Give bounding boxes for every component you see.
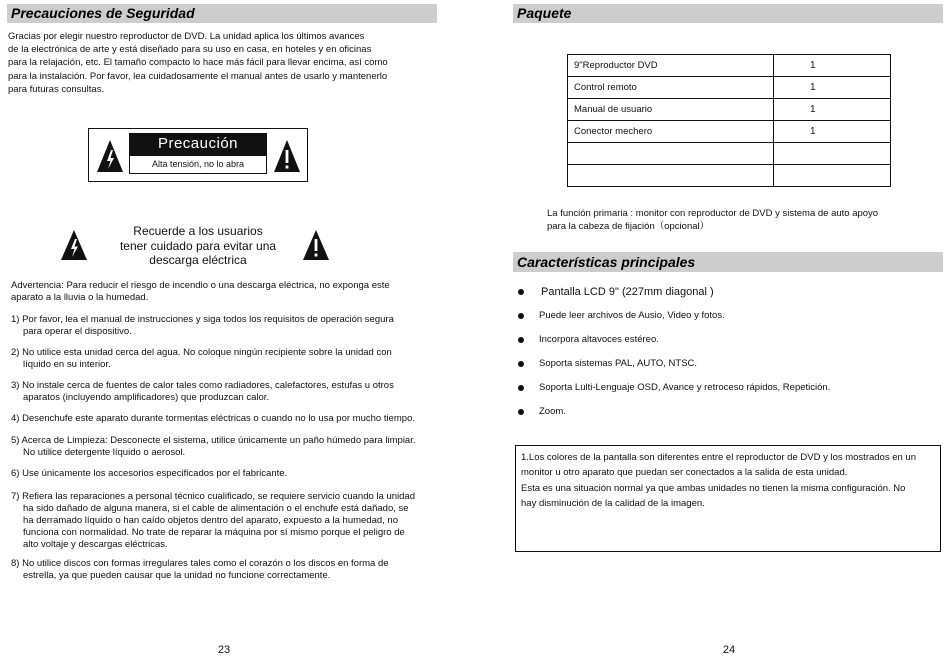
caution-label <box>88 128 308 182</box>
item-line: ha derramado líquido o han caído objetos dentro del aparato, expuesto a la humedad, no <box>23 515 398 526</box>
bullet-icon <box>518 337 524 343</box>
note-box <box>515 445 941 552</box>
package-item <box>568 165 774 187</box>
lightning-warning-icon <box>60 228 88 262</box>
list-item <box>515 307 935 331</box>
table-row <box>568 55 891 77</box>
section-title-features: Características principales <box>513 252 943 272</box>
item-line: 8) No utilice discos con formas irregulares tales como el corazón o los discos en forma de <box>11 558 389 569</box>
safety-item-8 <box>11 558 441 582</box>
feature-text: Soporta sistemas PAL, AUTO, NTSC. <box>539 358 698 369</box>
item-line: alto voltaje y descargas eléctricas. <box>23 539 168 550</box>
feature-text: Pantalla LCD 9" (227mm diagonal ) <box>541 286 714 298</box>
item-line: funciona con normalidad. No trate de reparar la máquina por sí mismo porque el peligro de <box>23 527 405 538</box>
package-item: Conector mechero <box>568 121 774 143</box>
safety-item-7 <box>11 491 441 551</box>
caution-title: Precaución <box>129 133 267 155</box>
main-function-line: La función primaria : monitor con reproductor de DVD y sistema de auto apoyo <box>547 208 879 219</box>
bullet-icon <box>518 289 524 295</box>
package-item: Control remoto <box>568 77 774 99</box>
list-item <box>515 331 935 355</box>
item-line: aparatos (incluyendo amplificadores) que produzcan calor. <box>23 392 270 403</box>
note-line: monitor u otro aparato que puedan ser conectados a la salida de esta unidad. <box>521 467 848 479</box>
main-function-line: para la cabeza de fijación（opcional） <box>547 221 710 233</box>
feature-text: Zoom. <box>539 406 566 417</box>
note-line: hay disminución de la calidad de la imagen. <box>521 497 705 509</box>
safety-item-1 <box>11 314 441 338</box>
table-row <box>568 77 891 99</box>
note-line: Esta es una situación normal ya que ambas unidades no tienen la misma configuración. No <box>521 482 906 494</box>
package-item <box>568 143 774 165</box>
reminder-line: tener cuidado para evitar una <box>119 238 277 253</box>
package-qty: 1 <box>774 99 891 121</box>
warning-line: Advertencia: Para reducir el riesgo de incendio o una descarga eléctrica, no exponga este <box>11 280 390 291</box>
intro-line: de la electrónica de arte y está diseñado para su uso en casa, en hoteles y en oficinas <box>8 44 372 56</box>
item-line: para operar el dispositivo. <box>23 326 132 337</box>
package-qty: 1 <box>774 121 891 143</box>
list-item <box>515 403 935 427</box>
table-row <box>568 121 891 143</box>
intro-line: para la relajación, etc. El tamaño compacto lo hace más fácil para llevar encima, así como <box>8 57 388 69</box>
bullet-icon <box>518 409 524 415</box>
intro-line: para la instalación. Por favor, lea cuidadosamente el manual antes de usarlo y mantenerlo <box>8 70 388 82</box>
feature-text: Incorpora altavoces estéreo. <box>539 334 659 345</box>
package-item: Manual de usuario <box>568 99 774 121</box>
item-line: 4) Desenchufe este aparato durante tormentas eléctricas o cuando no lo usa por mucho tiempo. <box>11 413 415 424</box>
page-number: 24 <box>722 644 736 656</box>
table-row <box>568 165 891 187</box>
list-item <box>515 355 935 379</box>
section-title-safety: Precauciones de Seguridad <box>7 4 437 23</box>
safety-item-4 <box>11 413 441 425</box>
package-qty <box>774 165 891 187</box>
reminder-line: Recuerde a los usuarios <box>133 224 263 238</box>
bullet-icon <box>518 313 524 319</box>
item-line: líquido en su interior. <box>23 359 111 370</box>
item-line: 7) Refiera las reparaciones a personal técnico cualificado, se requiere servicio cuando la unidad <box>11 491 415 502</box>
note-line: 1.Los colores de la pantalla son diferentes entre el reproductor de DVD y los mostrados en un <box>521 452 917 463</box>
item-line: No utilice detergente líquido o aerosol. <box>23 447 186 458</box>
bullet-icon <box>518 361 524 367</box>
safety-item-3 <box>11 380 441 404</box>
reminder-text <box>100 224 296 268</box>
item-line: 3) No instale cerca de fuentes de calor tales como radiadores, calefactores, estufas u otros <box>11 380 394 391</box>
item-line: 2) No utilice esta unidad cerca del agua. No coloque ningún recipiente sobre la unidad con <box>11 347 392 358</box>
table-row <box>568 143 891 165</box>
feature-text: Soporta Lulti-Lenguaje OSD, Avance y retroceso rápidos, Repetición. <box>539 382 831 393</box>
intro-line: para futuras consultas. <box>8 83 105 95</box>
warning-paragraph <box>11 280 441 304</box>
intro-line: Gracias por elegir nuestro reproductor de DVD. La unidad aplica los últimos avances <box>8 31 365 42</box>
bullet-icon <box>518 385 524 391</box>
main-function-text <box>547 207 947 233</box>
list-item <box>515 379 935 403</box>
intro-paragraph <box>8 30 438 96</box>
lightning-warning-icon <box>96 138 124 174</box>
page-number: 23 <box>217 644 231 656</box>
section-title-package: Paquete <box>513 4 943 23</box>
package-qty <box>774 143 891 165</box>
package-qty: 1 <box>774 77 891 99</box>
safety-item-6 <box>11 468 441 480</box>
package-qty: 1 <box>774 55 891 77</box>
item-line: 5) Acerca de Limpieza: Desconecte el sistema, utilice únicamente un paño húmedo para limpiar. <box>11 435 416 446</box>
feature-text: Puede leer archivos de Ausio, Video y fotos. <box>539 310 725 321</box>
package-item: 9"Reproductor DVD <box>568 55 774 77</box>
item-line: estrella, ya que pueden causar que la unidad no funcione correctamente. <box>23 570 331 581</box>
reminder-line: descarga eléctrica <box>149 253 247 267</box>
page-right <box>475 0 950 657</box>
warning-line: aparato a la lluvia o la humedad. <box>11 292 149 303</box>
exclamation-warning-icon <box>302 228 330 262</box>
item-line: ha sido dañado de alguna manera, si el cable de alimentación o el enchufe está dañado, se <box>23 503 409 514</box>
safety-item-5 <box>11 435 441 459</box>
item-line: 1) Por favor, lea el manual de instrucciones y siga todos los requisitos de operación segura <box>11 314 394 325</box>
item-line: 6) Use únicamente los accesorios especificados por el fabricante. <box>11 468 288 479</box>
safety-item-2 <box>11 347 441 371</box>
table-row <box>568 99 891 121</box>
exclamation-warning-icon <box>273 138 301 174</box>
package-table <box>567 54 891 187</box>
caution-subtitle: Alta tensión, no lo abra <box>129 155 267 174</box>
list-item <box>515 283 935 307</box>
feature-list <box>515 283 935 427</box>
